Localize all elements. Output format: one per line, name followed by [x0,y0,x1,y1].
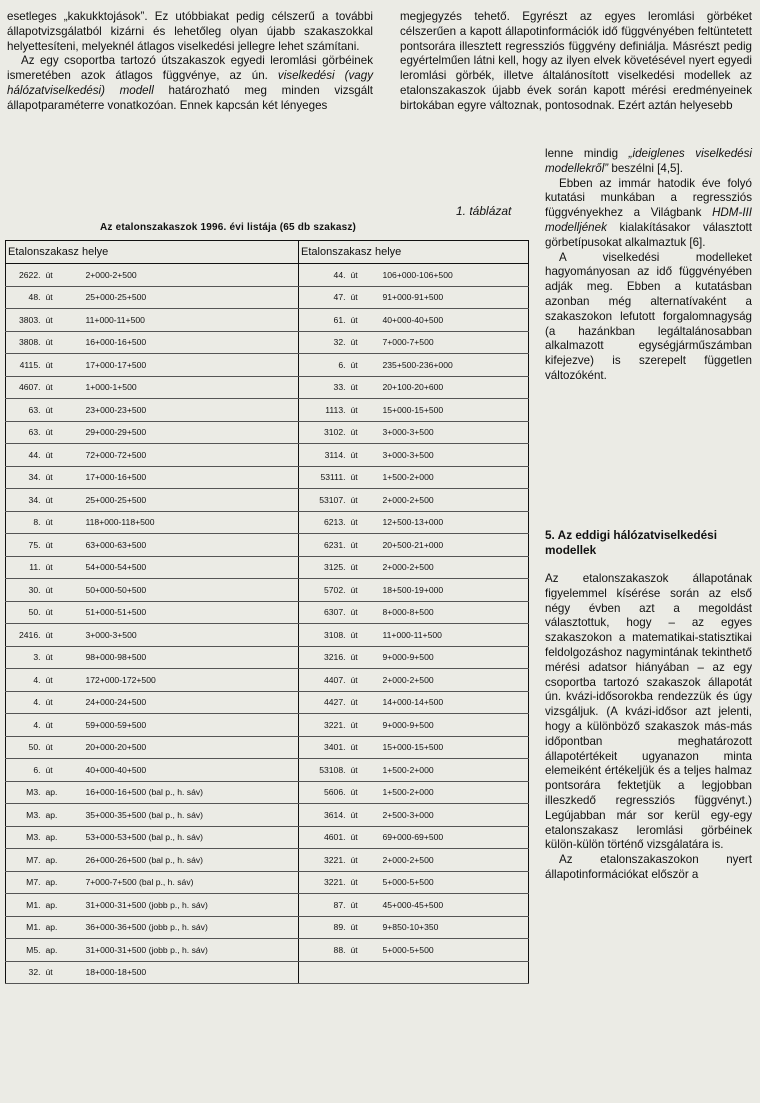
table-cell-road-type: út [349,826,381,849]
table-cell-road-number: 44. [299,264,349,287]
table-caption: 1. táblázat [456,204,512,218]
table-row [6,466,529,489]
table-cell-road-type: út [349,376,381,399]
table-cell-section-range: 23+000-23+500 [84,399,299,422]
table-cell-road-number: 6. [299,354,349,377]
table-cell-road-number: M1. [6,916,44,939]
table-cell-section-range: 9+850-10+350 [381,916,529,939]
table-cell-road-number: 2416. [6,624,44,647]
table-cell-road-number: 88. [299,939,349,962]
table-cell-road-type: út [44,444,84,467]
table-cell-section-range: 45+000-45+500 [381,894,529,917]
table-row [6,781,529,804]
table-cell-road-type: út [44,354,84,377]
table-row [6,849,529,872]
table-cell-section-range: 15+000-15+500 [381,399,529,422]
table-cell-road-type: út [44,489,84,512]
table-cell-road-number: 48. [6,286,44,309]
table-row [6,264,529,287]
table-cell-road-type: út [349,759,381,782]
table-row [6,624,529,647]
table-cell-road-type: út [349,624,381,647]
table-cell-road-type: út [349,916,381,939]
right-para-2b: kialakításakor választott görbetípusokat alkalmaztuk [6]. [545,220,752,249]
table-row [6,736,529,759]
table-cell-road-type: út [44,736,84,759]
table-cell-road-type [349,961,381,984]
table-cell-road-type: út [44,286,84,309]
table-cell-road-number: 4427. [299,691,349,714]
table-cell-road-number: M3. [6,804,44,827]
table-cell-road-type: út [44,421,84,444]
table-cell-section-range: 9+000-9+500 [381,646,529,669]
table-row [6,961,529,984]
table-cell-road-number: 34. [6,466,44,489]
table-cell-section-range: 2+000-2+500 [381,669,529,692]
table-cell-road-type: út [44,714,84,737]
table-cell-section-range: 2+000-2+500 [381,489,529,512]
table-cell-section-range: 63+000-63+500 [84,534,299,557]
table-cell-road-type: ap. [44,871,84,894]
table-cell-section-range: 2+000-2+500 [84,264,299,287]
table-cell-road-number: 50. [6,601,44,624]
table-cell-section-range: 9+000-9+500 [381,714,529,737]
right-para-2-em: HDM-III modelljének [545,206,752,234]
table-cell-road-number: 75. [6,534,44,557]
table-row [6,534,529,557]
table-cell-road-number: 3216. [299,646,349,669]
table-cell-road-type: ap. [44,916,84,939]
table-cell-section-range: 3+000-3+500 [84,624,299,647]
table-cell-section-range: 31+000-31+500 (jobb p., h. sáv) [84,939,299,962]
table-cell-road-type: út [349,871,381,894]
table-cell-road-number: 53108. [299,759,349,782]
left-para-2b: határozható meg minden vizsgált állapotparaméterre vonatkozóan. Ennek kapcsán két lényeges [7,83,373,112]
table-cell-section-range: 5+000-5+500 [381,871,529,894]
right-para-2a: Ebben az immár hatodik éve folyó kutatási munkában a regressziós függvényekhez a Világbank [545,176,752,220]
table-cell-road-number: 4. [6,714,44,737]
table-row [6,489,529,512]
left-para-2a: Az egy csoportba tartozó útszakaszok egyedi leromlási görbéinek ismeretében azok átlagos függvénye, az ún. [7,54,373,83]
table-cell-road-number: M7. [6,849,44,872]
table-cell-road-type: ap. [44,804,84,827]
table-cell-section-range: 17+000-17+500 [84,354,299,377]
table-row [6,871,529,894]
left-para-1: esetleges „kakukktojások”. Ez utóbbiakat pedig célszerű a további állapotvizsgálatból kizárni és lehetőleg olyan újabb szakaszokkal helyettesíteni, melyeknél átlagos viselkedési jellegre lehet számítani. [7,10,373,53]
table-row [6,579,529,602]
table-cell-section-range: 7+000-7+500 (bal p., h. sáv) [84,871,299,894]
right-para-4: Az etalonszakaszok állapotának figyelemmel kísérése során az első négy évben azt a megoldást választottuk, hogy – az egyes szakaszokon a matematikai-statisztikai feldolgozáshoz nagymintának tekinthető mérési adatsor hiányában – az egy csoportba tartozó szakaszok állapotát ún. kvázi-idősorokba rendezzük és úgy vizsgáljuk. (A kvázi-idősor azt jelenti, hogy a különböző szakaszok más-más időpontban meghatározott állapotértékeit ugyanazon minta elemeiként értékeljük és a teljes halmaz pontsorára fektetjük a legjobban illeszkedő regressziós függvényt.) Legújabban már sor kerül egy-egy etalonszakasz leromlási görbéinek külön-külön történő vizsgálatára is. [545,572,752,852]
table-cell-road-type: út [44,309,84,332]
table-cell-road-number: 3803. [6,309,44,332]
table-cell-section-range: 16+000-16+500 [84,331,299,354]
table-cell-road-type: ap. [44,826,84,849]
table-cell-road-type: út [349,264,381,287]
table-row [6,444,529,467]
table-cell-road-number: 87. [299,894,349,917]
table-cell-section-range: 11+000-11+500 [84,309,299,332]
table-cell-road-type: út [44,534,84,557]
table-row [6,939,529,962]
table-row [6,354,529,377]
table-cell-section-range: 25+000-25+500 [84,489,299,512]
table-row [6,691,529,714]
table-cell-road-type: út [44,331,84,354]
table-cell-section-range: 98+000-98+500 [84,646,299,669]
table-cell-road-number: 6231. [299,534,349,557]
table-cell-section-range [381,961,529,984]
right-column-lower-text [545,572,752,883]
table-cell-section-range: 8+000-8+500 [381,601,529,624]
right-para-5: Az etalonszakaszokon nyert állapotinformációkat először a [545,853,752,881]
table-cell-section-range: 16+000-16+500 (bal p., h. sáv) [84,781,299,804]
table-row [6,286,529,309]
table-cell-road-type: út [349,444,381,467]
table-cell-section-range: 35+000-35+500 (bal p., h. sáv) [84,804,299,827]
table-cell-road-type: út [349,421,381,444]
table-row [6,759,529,782]
table-cell-road-type: út [44,624,84,647]
table-header-left: Etalonszakasz helye [6,241,299,264]
table-cell-section-range: 14+000-14+500 [381,691,529,714]
table-cell-section-range: 18+500-19+000 [381,579,529,602]
table-cell-road-type: út [349,714,381,737]
table-cell-road-number: 4601. [299,826,349,849]
table-cell-road-type: út [349,781,381,804]
table-cell-section-range: 69+000-69+500 [381,826,529,849]
table-cell-section-range: 20+000-20+500 [84,736,299,759]
table-cell-road-number: 8. [6,511,44,534]
table-cell-section-range: 40+000-40+500 [381,309,529,332]
table-cell-section-range: 53+000-53+500 (bal p., h. sáv) [84,826,299,849]
table-cell-road-number: 3221. [299,714,349,737]
table-cell-road-type: út [44,264,84,287]
table-header-right: Etalonszakasz helye [299,241,529,264]
table-cell-road-number: 63. [6,399,44,422]
table-cell-section-range: 7+000-7+500 [381,331,529,354]
table-cell-road-number: 53111. [299,466,349,489]
table-cell-section-range: 1+500-2+000 [381,466,529,489]
table-cell-section-range: 31+000-31+500 (jobb p., h. sáv) [84,894,299,917]
table-cell-road-number: 3114. [299,444,349,467]
table-cell-section-range: 118+000-118+500 [84,511,299,534]
table-cell-road-type: út [349,534,381,557]
table-cell-road-number: 32. [6,961,44,984]
table-cell-road-type: út [349,939,381,962]
table-cell-section-range: 36+000-36+500 (jobb p., h. sáv) [84,916,299,939]
table-cell-road-type: út [44,759,84,782]
table-row [6,601,529,624]
table-cell-section-range: 235+500-236+000 [381,354,529,377]
right-narrow-b: beszélni [4,5]. [611,161,683,175]
table-cell-road-type: út [44,669,84,692]
table-cell-road-number: 3401. [299,736,349,759]
table-cell-road-type: út [44,376,84,399]
table-cell-road-number: 34. [6,489,44,512]
table-cell-road-type: út [349,579,381,602]
right-para-3: A viselkedési modelleket hagyományosan az idő függvényében adják meg. Ebben a kutatásban azonban még alternatívaként a szakaszokon lefutott forgalomnagyság (a hazánkban legáltalánosabban alkalmazott egységjárműszámban kifejezve) is szerepelt független változóként. [545,250,752,382]
table-cell-road-number: 11. [6,556,44,579]
table-cell-road-type: út [349,669,381,692]
right-narrow-a: lenne mindig [545,147,619,160]
table-cell-road-number: 4407. [299,669,349,692]
table-cell-road-number: M7. [6,871,44,894]
etalon-table [5,240,529,984]
table-cell-section-range: 17+000-16+500 [84,466,299,489]
right-column-narrow-text [545,147,752,384]
table-cell-road-number: 3108. [299,624,349,647]
table-cell-road-number: 4. [6,691,44,714]
table-cell-road-type: út [349,354,381,377]
table-cell-section-range: 59+000-59+500 [84,714,299,737]
left-column-text [7,10,373,114]
table-cell-section-range: 20+500-21+000 [381,534,529,557]
table-cell-road-type: út [349,894,381,917]
table-cell-road-type: út [44,556,84,579]
table-title: Az etalonszakaszok 1996. évi listája (65 db szakasz) [100,222,357,233]
table-cell-section-range: 50+000-50+500 [84,579,299,602]
table-row [6,399,529,422]
table-cell-road-number: 5702. [299,579,349,602]
table-cell-road-type: ap. [44,849,84,872]
table-row [6,669,529,692]
table-cell-road-number: 4. [6,669,44,692]
table-cell-road-number: 3614. [299,804,349,827]
table-row [6,556,529,579]
table-cell-section-range: 20+100-20+600 [381,376,529,399]
table-cell-section-range: 72+000-72+500 [84,444,299,467]
table-cell-section-range: 1+500-2+000 [381,759,529,782]
table-cell-road-type: út [44,579,84,602]
table-cell-road-number: 47. [299,286,349,309]
table-cell-road-number: 89. [299,916,349,939]
table-cell-road-number: 53107. [299,489,349,512]
table-row [6,804,529,827]
section-heading: 5. Az eddigi hálózatviselkedési modellek [545,528,717,557]
table-cell-road-type: út [44,961,84,984]
table-row [6,646,529,669]
table-cell-road-number: 6213. [299,511,349,534]
table-cell-section-range: 40+000-40+500 [84,759,299,782]
table-cell-road-type: út [44,511,84,534]
right-narrow-em: „ideiglenes viselkedési modellekről” [545,147,752,175]
table-cell-road-type: út [349,466,381,489]
table-cell-road-type: út [349,601,381,624]
table-cell-section-range: 2+000-2+500 [381,849,529,872]
table-cell-road-type: ap. [44,939,84,962]
table-row [6,331,529,354]
table-cell-road-type: ap. [44,781,84,804]
table-cell-section-range: 106+000-106+500 [381,264,529,287]
table-cell-road-type: út [349,804,381,827]
table-cell-road-number: 3102. [299,421,349,444]
table-cell-road-number: 3808. [6,331,44,354]
table-cell-section-range: 51+000-51+500 [84,601,299,624]
table-cell-road-type: út [44,601,84,624]
table-cell-road-number: 33. [299,376,349,399]
table-cell-road-number: M1. [6,894,44,917]
table-cell-road-type: út [349,309,381,332]
table-cell-road-number: 32. [299,331,349,354]
table-cell-road-number: 50. [6,736,44,759]
table-cell-road-type: út [44,399,84,422]
table-cell-road-type: út [349,849,381,872]
table-row [6,826,529,849]
table-cell-section-range: 29+000-29+500 [84,421,299,444]
table-cell-road-type: út [349,736,381,759]
table-cell-section-range: 25+000-25+500 [84,286,299,309]
table-cell-road-type: út [349,331,381,354]
table-cell-road-type: ap. [44,894,84,917]
table-cell-road-number: 61. [299,309,349,332]
table-cell-section-range: 1+500-2+000 [381,781,529,804]
table-cell-road-number: 6. [6,759,44,782]
table-cell-section-range: 26+000-26+500 (bal p., h. sáv) [84,849,299,872]
right-column-top-text: megjegyzés tehető. Egyrészt az egyes leromlási görbéket célszerűen a kapott állapotinformációk idő függvényében feltüntetett pontsorára illesztett regressziós függvény definiálja. Másrészt pedig egyértelműen látni kell, hogy az ilyen elvek követésével nyert egyedi leromlási görbék, illetve általánosított viselkedési modellek az etalonszakaszok újabb évek során kapott mérési eredményeinek birtokában egyre változnak, pontosodnak. Ezért aztán helyesebb [400,10,752,112]
table-cell-road-number: 63. [6,421,44,444]
table-row [6,894,529,917]
table-cell-section-range: 2+500-3+000 [381,804,529,827]
table-cell-road-number: M3. [6,781,44,804]
table-cell-road-number: 30. [6,579,44,602]
table-cell-road-number: 6307. [299,601,349,624]
table-cell-road-number: M5. [6,939,44,962]
table-cell-section-range: 54+000-54+500 [84,556,299,579]
table-cell-road-type: út [44,646,84,669]
table-cell-road-type: út [349,399,381,422]
left-para-2-em: viselkedési (vagy hálózatviselkedési) modell [7,69,373,97]
table-row [6,916,529,939]
table-cell-section-range: 18+000-18+500 [84,961,299,984]
table-cell-section-range: 5+000-5+500 [381,939,529,962]
table-row [6,511,529,534]
table-cell-road-number: 1113. [299,399,349,422]
table-cell-section-range: 91+000-91+500 [381,286,529,309]
table-header-row [6,241,529,264]
table-cell-section-range: 3+000-3+500 [381,444,529,467]
table-cell-section-range: 12+500-13+000 [381,511,529,534]
table-row [6,376,529,399]
table-cell-road-type: út [349,646,381,669]
table-cell-section-range: 15+000-15+500 [381,736,529,759]
table-cell-road-number: 44. [6,444,44,467]
table-cell-road-number: 3221. [299,849,349,872]
table-cell-section-range: 3+000-3+500 [381,421,529,444]
table-cell-road-type: út [44,691,84,714]
table-cell-road-number: 5606. [299,781,349,804]
table-cell-road-type: út [349,556,381,579]
table-cell-road-number: 3. [6,646,44,669]
table-cell-road-number: 2622. [6,264,44,287]
table-cell-section-range: 2+000-2+500 [381,556,529,579]
table-row [6,309,529,332]
table-cell-road-type: út [349,489,381,512]
table-cell-road-number [299,961,349,984]
table-cell-road-type: út [349,286,381,309]
table-cell-section-range: 1+000-1+500 [84,376,299,399]
table-cell-road-type: út [44,466,84,489]
table-cell-road-type: út [349,691,381,714]
table-cell-section-range: 24+000-24+500 [84,691,299,714]
table-cell-road-number: 4607. [6,376,44,399]
table-cell-road-number: 4115. [6,354,44,377]
table-cell-road-number: 3221. [299,871,349,894]
table-cell-section-range: 172+000-172+500 [84,669,299,692]
table-cell-road-number: 3125. [299,556,349,579]
table-row [6,714,529,737]
table-cell-road-number: M3. [6,826,44,849]
table-row [6,421,529,444]
table-cell-road-type: út [349,511,381,534]
table-cell-section-range: 11+000-11+500 [381,624,529,647]
